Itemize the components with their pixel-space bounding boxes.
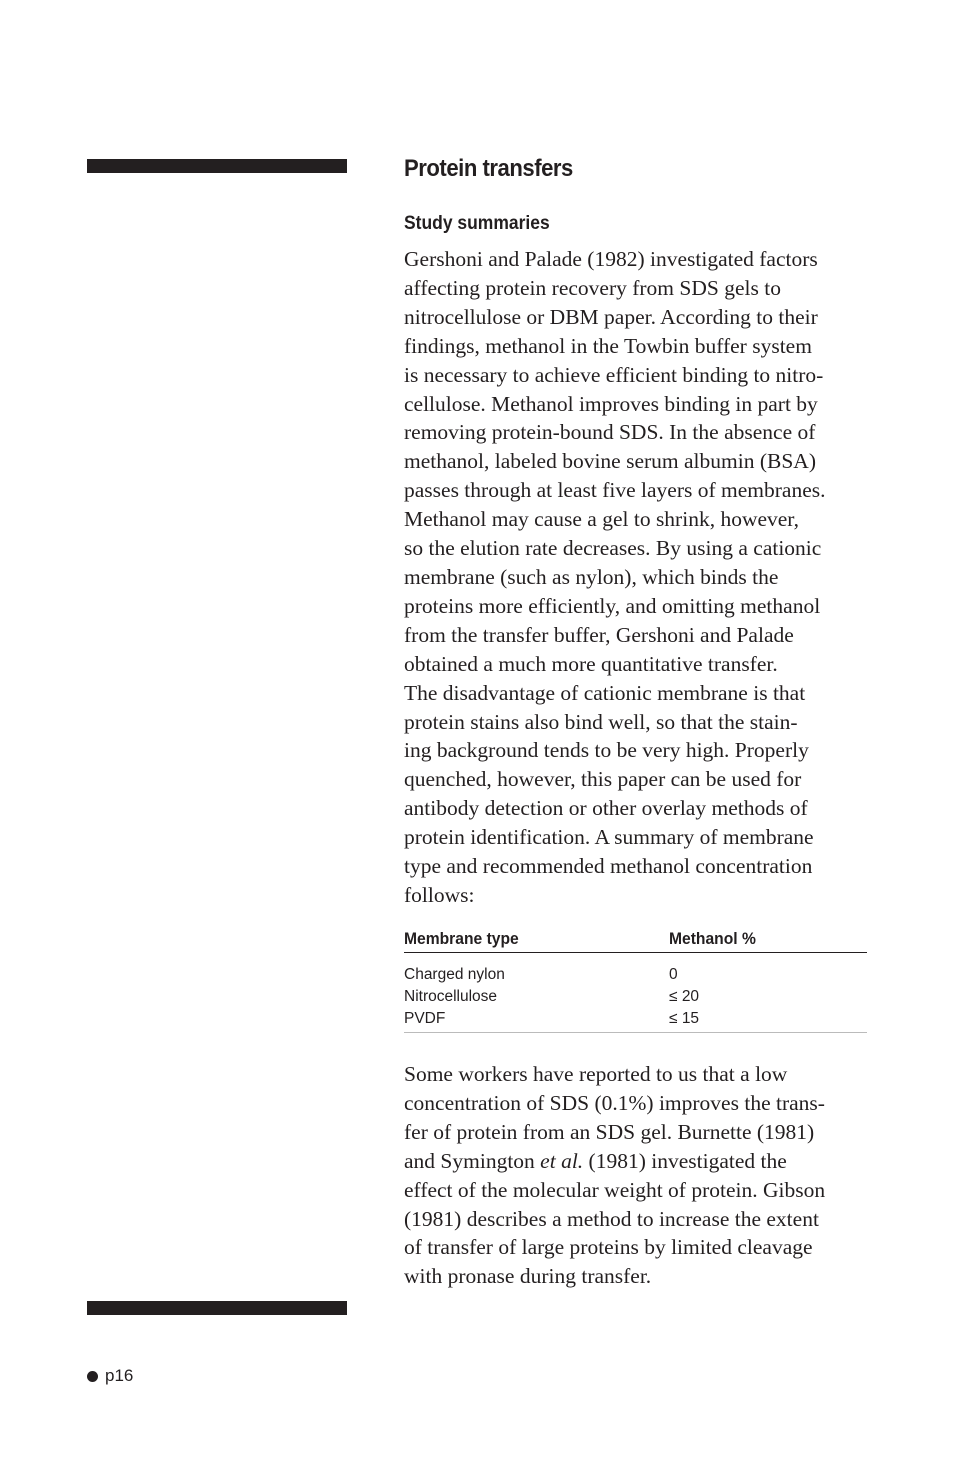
page-footer [87,1366,133,1386]
bullet-icon [87,1371,98,1382]
paragraph-line: fer of protein from an SDS gel. Burnette (1981) [404,1119,815,1144]
paragraph-line: follows: [404,882,475,907]
paragraph-line: methanol, labeled bovine serum albumin (BSA) [404,449,816,474]
text-run: (1981) investigated the [583,1148,787,1173]
section-title: Protein transfers [404,155,573,182]
membrane-methanol-table [404,925,867,1033]
column-header-membrane-type: Membrane type [404,929,519,948]
paragraph-line: effect of the molecular weight of protein. Gibson [404,1177,826,1202]
paragraph-line: findings, methanol in the Towbin buffer system [404,333,812,358]
main-content [404,150,874,1289]
paragraph-line [404,1147,825,1176]
paragraph-line: proteins more efficiently, and omitting methanol [404,593,821,618]
text-run: and Symington [404,1148,541,1173]
subsection-title: Study summaries [404,213,550,234]
paragraph-line: is necessary to achieve efficient binding to nitro- [404,362,824,387]
paragraph-line: from the transfer buffer, Gershoni and Palade [404,622,794,647]
paragraph-line: antibody detection or other overlay methods of [404,796,808,821]
paragraph-line: protein identification. A summary of membrane [404,825,814,850]
paragraph-line: Methanol may cause a gel to shrink, however, [404,507,799,532]
table-row [404,964,867,986]
methanol-percent-cell: ≤ 15 [669,1010,700,1027]
italic-text-run: et al. [540,1148,584,1173]
membrane-type-cell: Nitrocellulose [404,988,498,1005]
paragraph-line: obtained a much more quantitative transfer. [404,651,778,676]
column-header-methanol-percent: Methanol % [669,929,756,948]
table-body [404,953,867,1033]
paragraph-line: type and recommended methanol concentration [404,854,813,879]
paragraph-line: Gershoni and Palade (1982) investigated factors [404,247,818,271]
methanol-percent-cell: 0 [669,966,678,983]
paragraph-line: ing background tends to be very high. Properly [404,738,809,763]
bottom-rule-bar [87,1301,347,1315]
membrane-type-cell: PVDF [404,1010,446,1027]
paragraph-line: affecting protein recovery from SDS gels to [404,275,781,300]
table-row [404,1008,867,1030]
top-rule-bar [87,159,347,173]
paragraph-line: removing protein-bound SDS. In the absence of [404,420,816,445]
page-number: p16 [105,1366,134,1385]
paragraph-line: so the elution rate decreases. By using a cationic [404,536,822,561]
paragraph-line: Some workers have reported to us that a low [404,1062,788,1086]
paragraph-line: with pronase during transfer. [404,1264,652,1289]
paragraph-line: quenched, however, this paper can be used for [404,767,802,792]
paragraph-line: (1981) describes a method to increase the extent [404,1206,819,1231]
paragraph-line: concentration of SDS (0.1%) improves the trans- [404,1090,825,1115]
paragraph-line: cellulose. Methanol improves binding in part by [404,391,818,416]
methanol-percent-cell: ≤ 20 [669,988,700,1005]
membrane-type-cell: Charged nylon [404,966,505,983]
paragraph-line: membrane (such as nylon), which binds the [404,564,779,589]
paragraph-line: The disadvantage of cationic membrane is that [404,680,806,705]
paragraph-line: passes through at least five layers of membranes. [404,478,826,503]
paragraph-2 [404,1060,825,1291]
paragraph-line: nitrocellulose or DBM paper. According to their [404,304,818,329]
paragraph-line: of transfer of large proteins by limited cleavage [404,1235,813,1260]
paragraph-1 [404,245,826,910]
paragraph-line: protein stains also bind well, so that the stain- [404,709,798,734]
table-row [404,986,867,1008]
table-header-row [404,925,867,953]
